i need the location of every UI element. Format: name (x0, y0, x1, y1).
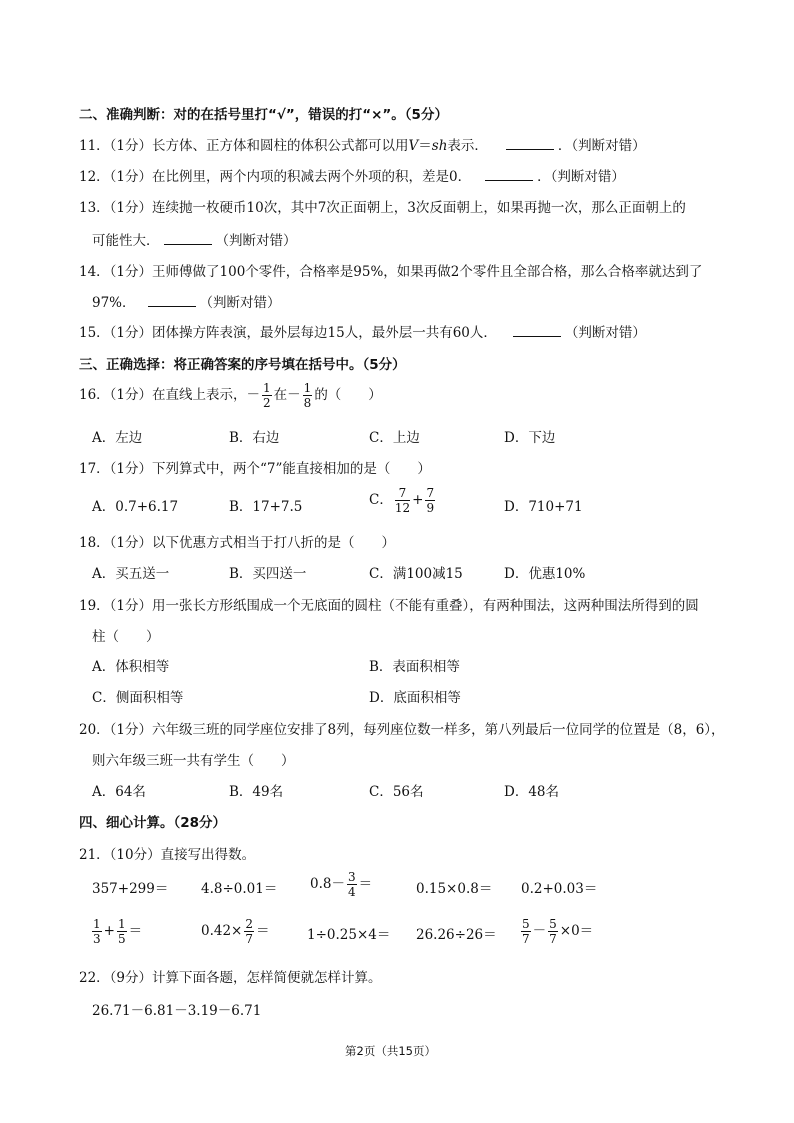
calc-text: 0.8－ (310, 876, 345, 892)
question-13-line1: 13．（1分）连续抛一枚硬币10次，其中7次正面朝上，3次反面朝上，如果再抛一次，那么正面朝上的 (79, 200, 686, 216)
question-20-line1: 20．（1分）六年级三班的同学座位安排了8列，每列座位数一样多，第八列最后一位同学的位置是（8，6）， (79, 722, 725, 738)
fraction (117, 918, 127, 945)
page-footer: 第2页（共15页） (345, 1044, 436, 1058)
fraction (303, 382, 313, 409)
question-18: 18．（1分）以下优惠方式相当于打八折的是（ ） (79, 535, 396, 551)
question-21: 21．（10分）直接写出得数。 (79, 847, 256, 863)
q15-text: 15．（1分）团体操方阵表演，最外层每边15人，最外层一共有60人． (79, 325, 497, 341)
numerator: 5 (522, 917, 530, 931)
q14-tail: （判断对错） (199, 295, 281, 311)
calc-item: 4.8÷0.01＝ (201, 881, 278, 897)
option-b[interactable]: B．买四送一 (229, 566, 307, 582)
q16-text-post: 的（ ） (314, 387, 382, 403)
answer-blank[interactable] (164, 243, 212, 245)
q11-text-post: 表示． (447, 138, 488, 154)
option-a[interactable]: A．买五送一 (92, 566, 170, 582)
answer-blank[interactable] (506, 148, 554, 150)
calc-item: 0.2+0.03＝ (521, 881, 598, 897)
question-17: 17．（1分）下列算式中，两个“7”能直接相加的是（ ） (79, 461, 431, 477)
minus-sign: － (532, 923, 547, 939)
calc-item-fraction (201, 918, 270, 945)
option-d[interactable]: D．48名 (504, 784, 560, 800)
option-b[interactable]: B．17+7.5 (229, 499, 303, 515)
option-d[interactable]: D．下边 (504, 430, 556, 446)
calc-item-fraction (519, 918, 593, 945)
q11-tail: ．（判断对错） (557, 138, 646, 154)
option-a[interactable]: A．体积相等 (92, 659, 170, 675)
q16-text-mid: 在－ (273, 387, 301, 403)
numerator: 5 (549, 917, 557, 931)
option-d[interactable]: D．优惠10% (504, 566, 586, 582)
calc-item: 1÷0.25×4＝ (307, 927, 391, 943)
answer-blank[interactable] (485, 179, 533, 181)
option-b[interactable]: B．表面积相等 (369, 659, 460, 675)
plus-sign: + (103, 923, 115, 939)
denominator: 2 (263, 396, 271, 410)
q11-formula-sh: sh (431, 138, 448, 154)
denominator: 7 (522, 932, 530, 946)
question-20-line2: 则六年级三班一共有学生（ ） (92, 753, 295, 769)
numerator: 1 (263, 381, 271, 395)
denominator: 8 (303, 396, 312, 410)
q13-text: 可能性大． (92, 233, 160, 249)
numerator: 3 (347, 870, 356, 884)
fraction (425, 487, 435, 514)
calc-text: ×0＝ (559, 923, 594, 939)
q11-formula-v: V (408, 138, 419, 154)
fraction (347, 871, 357, 898)
numerator: 7 (395, 487, 410, 501)
q11-text: 11．（1分）长方体、正方体和圆柱的体积公式都可以用 (79, 138, 409, 154)
option-d[interactable]: D．底面积相等 (369, 690, 461, 706)
fraction (92, 918, 102, 945)
question-14-line1: 14．（1分）王师傅做了100个零件，合格率是95%，如果再做2个零件且全部合格，那么合格率就达到了 (79, 264, 703, 280)
numerator: 1 (303, 381, 312, 395)
q12-text: 12．（1分）在比例里，两个内项的积减去两个外项的积，差是0． (79, 169, 472, 185)
option-a[interactable]: A．0.7+6.17 (92, 499, 179, 515)
section-2-title: 二、准确判断：对的在括号里打“√”，错误的打“×”。（5分） (79, 107, 448, 123)
calc-item-fraction (90, 918, 142, 945)
option-a[interactable]: A．64名 (92, 784, 146, 800)
option-b[interactable]: B．右边 (229, 430, 280, 446)
option-c[interactable] (369, 487, 437, 514)
question-19-line1: 19．（1分）用一张长方形纸围成一个无底面的圆柱（不能有重叠），有两种围法，这两种围法所得到的圆 (79, 598, 699, 614)
answer-blank[interactable] (513, 335, 561, 337)
answer-blank[interactable] (148, 305, 196, 307)
fraction (395, 487, 410, 514)
fraction (262, 382, 272, 409)
question-22: 22．（9分）计算下面各题，怎样简便就怎样计算。 (79, 970, 382, 986)
question-15 (79, 321, 646, 341)
denominator: 7 (549, 932, 557, 946)
q14-text: 97%． (92, 295, 136, 311)
option-c-label: C． (369, 492, 393, 508)
option-d[interactable]: D．710+71 (504, 499, 583, 515)
numerator: 2 (245, 917, 254, 931)
question-14-line2 (92, 291, 281, 311)
calc-item-fraction (310, 871, 372, 898)
fraction (548, 918, 558, 945)
option-c[interactable]: C．56名 (369, 784, 424, 800)
question-13-line2 (92, 229, 297, 249)
fraction (244, 918, 254, 945)
q13-tail: （判断对错） (215, 233, 297, 249)
calc-item: 357+299＝ (92, 881, 169, 897)
question-11 (79, 134, 646, 154)
section-4-title: 四、细心计算。（28分） (79, 815, 227, 831)
option-c[interactable]: C．侧面积相等 (92, 690, 184, 706)
q11-formula-eq: ＝ (418, 138, 432, 154)
calc-item: 26.26÷26＝ (416, 927, 497, 943)
calc-item: 0.15×0.8＝ (416, 881, 493, 897)
denominator: 5 (117, 932, 126, 946)
option-a[interactable]: A．左边 (92, 430, 143, 446)
denominator: 4 (347, 885, 356, 899)
q15-tail: （判断对错） (564, 325, 646, 341)
calc-expression: 26.71－6.81－3.19－6.71 (92, 1003, 262, 1019)
question-12 (79, 165, 625, 185)
equals-sign: ＝ (256, 923, 270, 939)
q12-tail: ．（判断对错） (537, 169, 625, 185)
denominator: 12 (394, 501, 411, 515)
section-3-title: 三、正确选择：将正确答案的序号填在括号中。（5分） (79, 357, 406, 373)
equals-sign: ＝ (128, 923, 143, 939)
option-b[interactable]: B．49名 (229, 784, 284, 800)
q16-text: 16．（1分）在直线上表示，－ (79, 387, 261, 403)
denominator: 7 (245, 932, 254, 946)
denominator: 9 (426, 501, 435, 515)
option-c[interactable]: C．满100减15 (369, 566, 463, 582)
fraction (521, 918, 531, 945)
numerator: 7 (426, 486, 435, 500)
option-c[interactable]: C．上边 (369, 430, 420, 446)
question-19-line2: 柱（ ） (92, 629, 160, 645)
question-16 (79, 382, 382, 409)
denominator: 3 (93, 932, 101, 946)
calc-text: 0.42× (201, 923, 243, 939)
plus-sign: + (412, 492, 424, 508)
equals-sign: ＝ (358, 876, 373, 892)
numerator: 1 (93, 917, 101, 931)
numerator: 1 (117, 917, 126, 931)
